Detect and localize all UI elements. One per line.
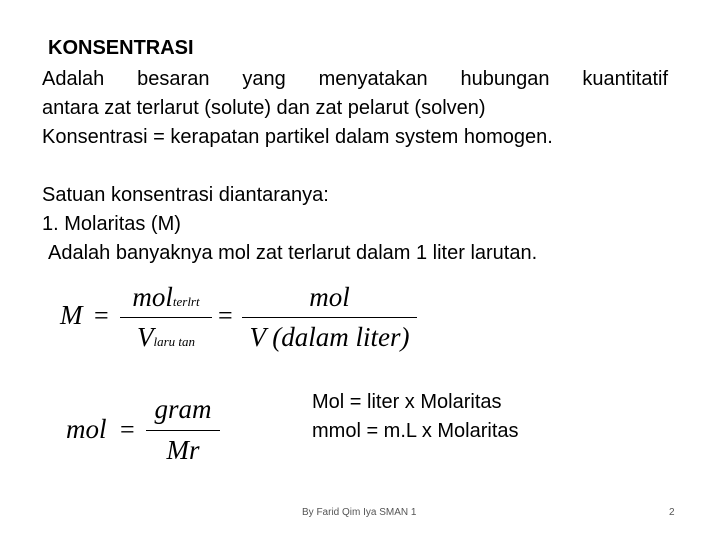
fraction-numerator: molterlrt bbox=[132, 282, 200, 312]
fraction-bar bbox=[120, 317, 212, 318]
formula-equals-1: = bbox=[94, 301, 109, 330]
definition-line-3: Konsentrasi = kerapatan partikel dalam system homogen. bbox=[42, 126, 553, 148]
fraction-mol-volume bbox=[242, 280, 417, 360]
formula-lhs-mol: mol bbox=[66, 414, 107, 444]
fraction-denominator: V (dalam liter) bbox=[249, 322, 410, 352]
formula-equals-3: = bbox=[120, 415, 135, 444]
molarity-heading: 1. Molaritas (M) bbox=[42, 213, 181, 235]
formula-lhs-m: M bbox=[60, 300, 83, 330]
fraction-numerator: mol bbox=[309, 282, 350, 312]
fraction-denominator: Mr bbox=[166, 435, 200, 465]
definition-line-1: Adalah besaran yang menyatakan hubungan kuantitatif bbox=[42, 68, 668, 90]
mol-formula bbox=[66, 392, 236, 472]
molarity-definition: Adalah banyaknya mol zat terlarut dalam 1 liter larutan. bbox=[48, 242, 538, 264]
slide-title: KONSENTRASI bbox=[48, 37, 194, 59]
footer-credit: By Farid Qim Iya SMAN 1 bbox=[302, 507, 417, 518]
fraction-gram-mr bbox=[146, 392, 220, 472]
formula-equals-2: = bbox=[218, 301, 233, 330]
molarity-formula bbox=[58, 280, 428, 360]
fraction-mol-terlarut bbox=[120, 280, 212, 360]
fraction-bar bbox=[242, 317, 417, 318]
fraction-bar bbox=[146, 430, 220, 431]
definition-line-2: antara zat terlarut (solute) dan zat pelarut (solven) bbox=[42, 97, 486, 119]
note-mol-liter: Mol = liter x Molaritas bbox=[312, 391, 502, 413]
page-number: 2 bbox=[669, 507, 675, 518]
note-mmol-ml: mmol = m.L x Molaritas bbox=[312, 420, 519, 442]
fraction-numerator: gram bbox=[154, 394, 212, 424]
units-intro: Satuan konsentrasi diantaranya: bbox=[42, 184, 329, 206]
fraction-denominator: Vlaru tan bbox=[136, 322, 196, 352]
